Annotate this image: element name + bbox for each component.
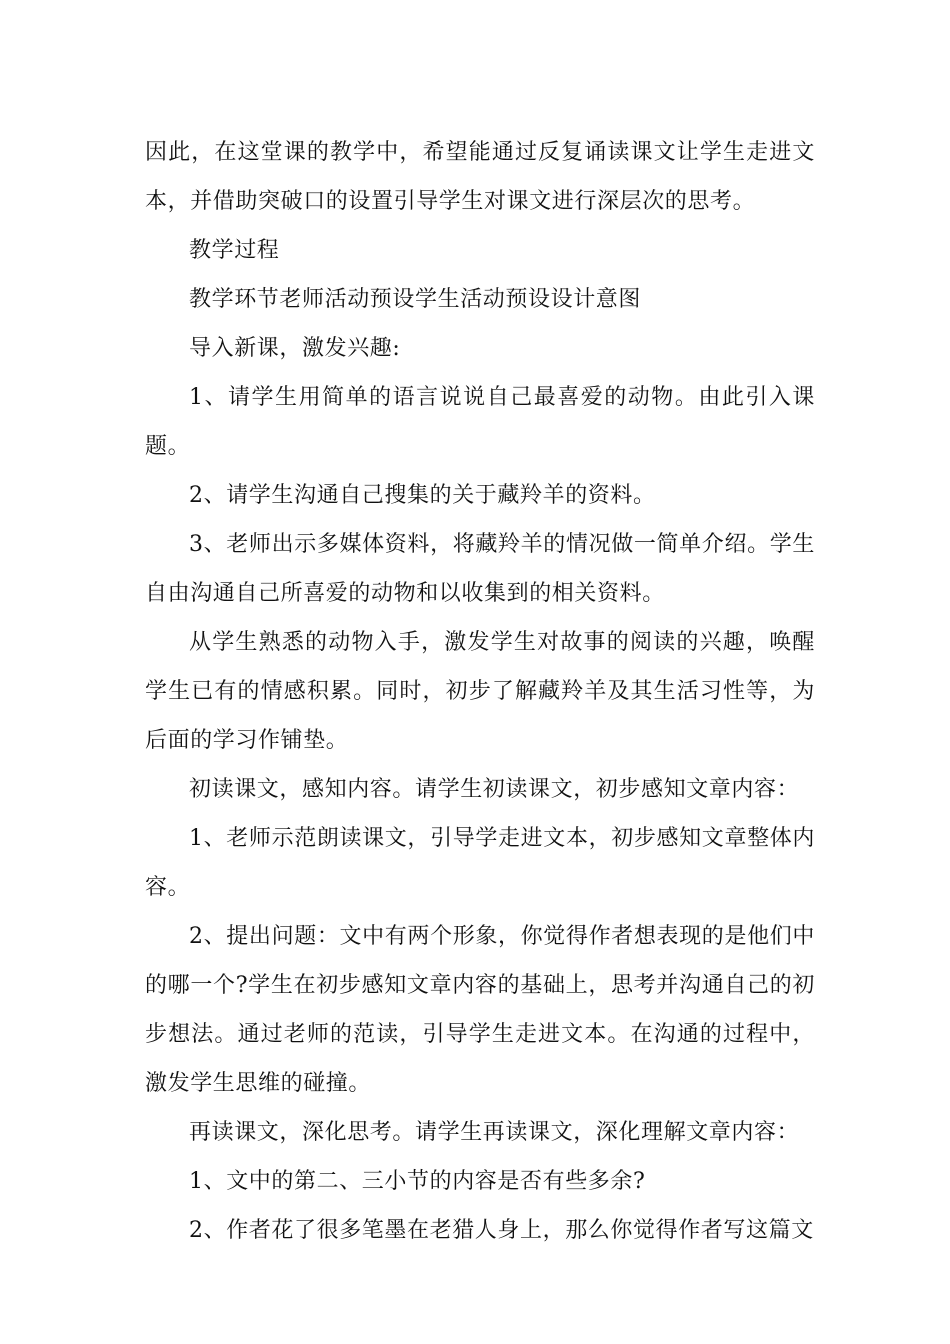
paragraph-5: 1、请学生用简单的语言说说自己最喜爱的动物。由此引入课题。 [145, 385, 815, 459]
paragraph-1: 因此，在这堂课的教学中，希望能通过反复诵读课文让学生走进文本，并借助突破口的设置引导学生对课文进行深层次的思考。 [145, 140, 815, 214]
paragraph-8: 从学生熟悉的动物入手，激发学生对故事的阅读的兴趣，唤醒学生已有的情感积累。同时，初步了解藏羚羊及其生活习性等，为后面的学习作铺垫。 [145, 630, 815, 753]
paragraph-7: 3、老师出示多媒体资料，将藏羚羊的情况做一简单介绍。学生自由沟通自己所喜爱的动物和以收集到的相关资料。 [145, 532, 815, 606]
paragraph-10: 1、老师示范朗读课文，引导学走进文本，初步感知文章整体内容。 [145, 826, 815, 900]
document-body [145, 128, 815, 1255]
paragraph-4: 导入新课，激发兴趣: [189, 336, 401, 361]
paragraph-2: 教学过程 [189, 238, 280, 263]
paragraph-12: 再读课文，深化思考。请学生再读课文，深化理解文章内容： [189, 1120, 800, 1145]
paragraph-6: 2、请学生沟通自己搜集的关于藏羚羊的资料。 [189, 483, 656, 508]
paragraph-14: 2、作者花了很多笔墨在老猎人身上，那么你觉得作者写这篇文 [189, 1218, 814, 1243]
paragraph-3: 教学环节老师活动预设学生活动预设设计意图 [189, 287, 642, 312]
paragraph-11: 2、提出问题：文中有两个形象，你觉得作者想表现的是他们中的哪一个?学生在初步感知文章内容的基础上，思考并沟通自己的初步想法。通过老师的范读，引导学生走进文本。在沟通的过程中，激发学生思维的碰撞。 [145, 924, 815, 1096]
paragraph-9: 初读课文，感知内容。请学生初读课文，初步感知文章内容： [189, 777, 800, 802]
paragraph-13: 1、文中的第二、三小节的内容是否有些多余? [189, 1169, 646, 1194]
